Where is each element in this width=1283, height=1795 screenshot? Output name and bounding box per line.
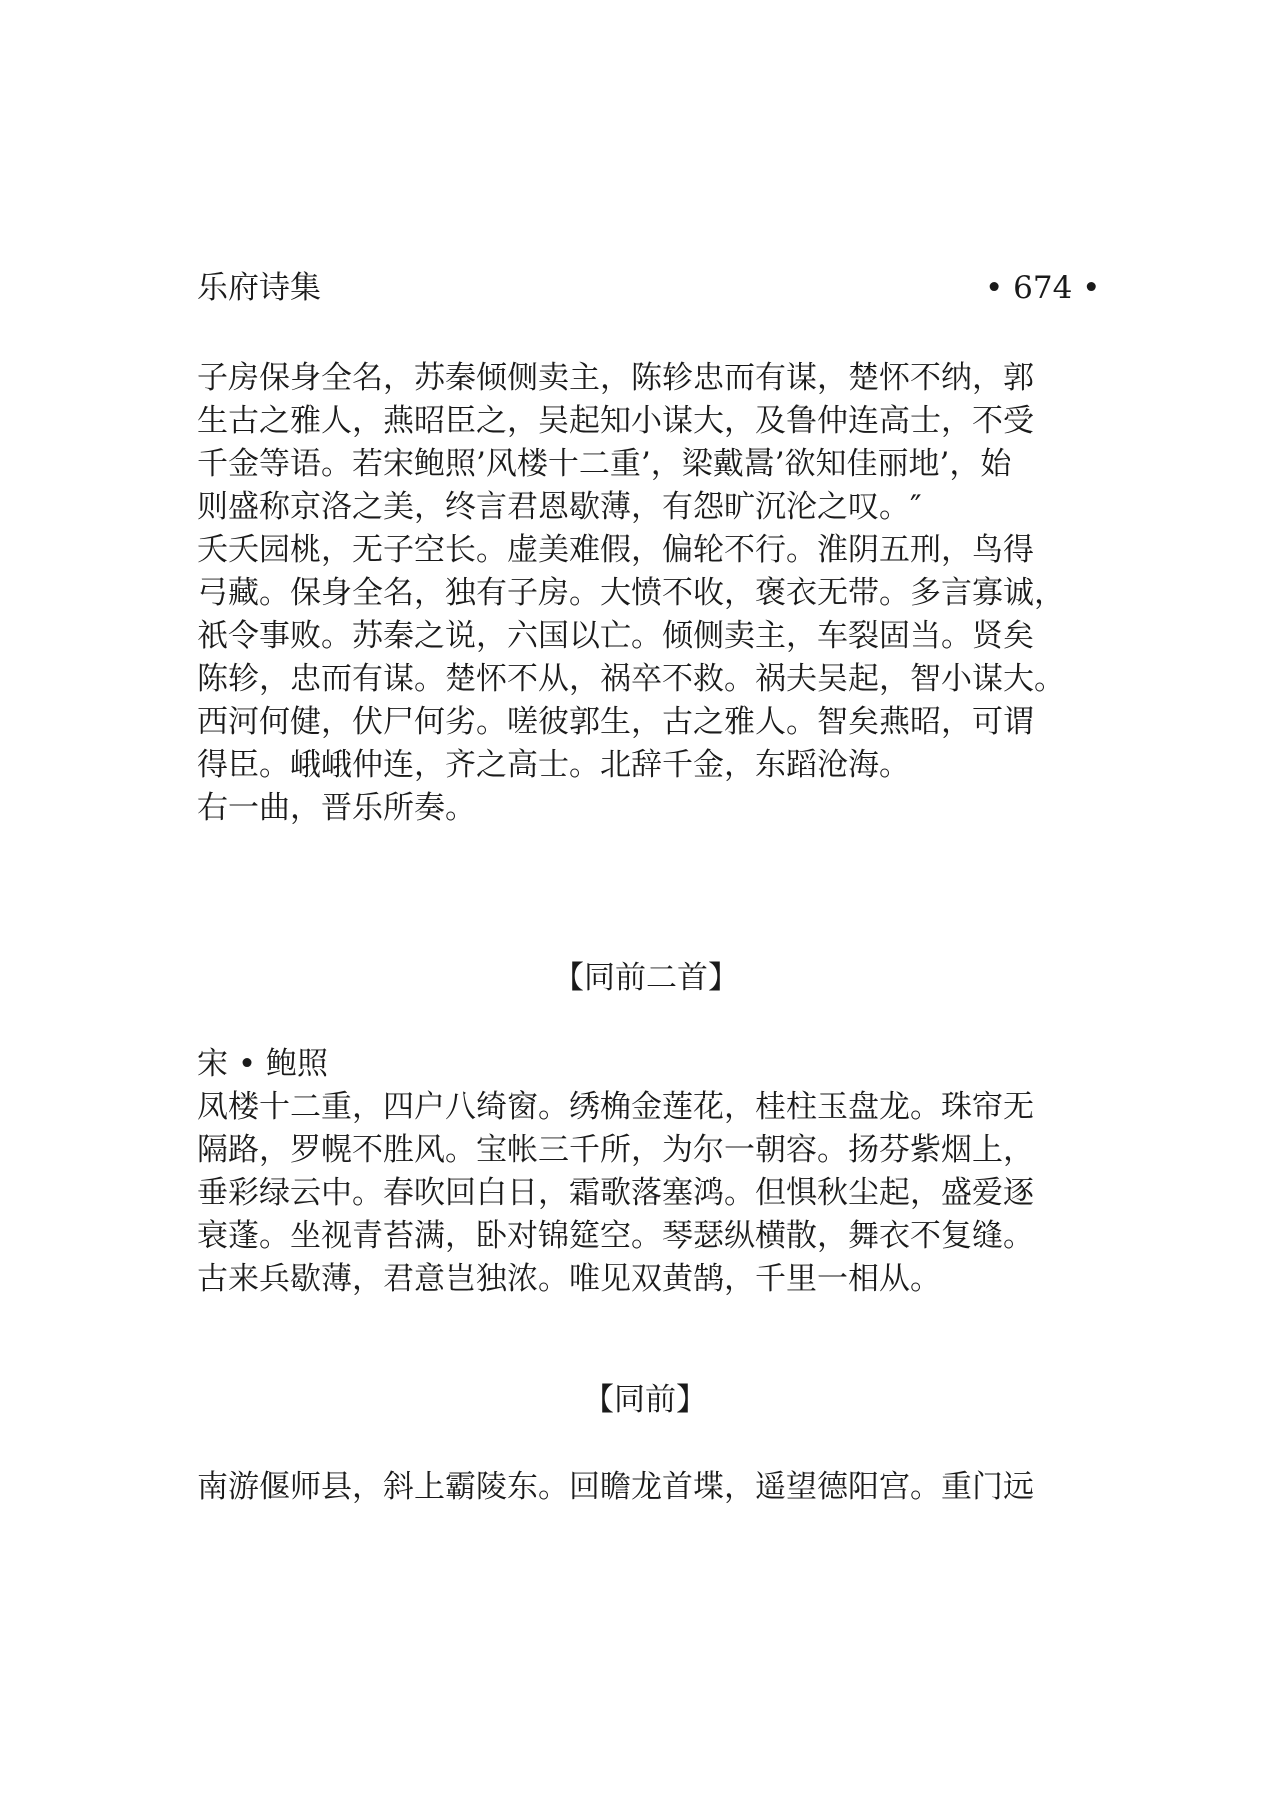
commentary-and-poem-block — [197, 357, 1097, 830]
text-line: 隔路，罗幌不胜风。宝帐三千所，为尔一朝容。扬芬紫烟上， — [197, 1132, 1034, 1168]
poem-block — [197, 1043, 1097, 1301]
text-line: 右一曲，晋乐所奏。 — [197, 790, 476, 826]
author-line: 宋 • 鲍照 — [197, 1046, 328, 1082]
section-heading: 【同前】 — [583, 1382, 707, 1418]
text-line: 西河何健，伏尸何劣。嗟彼郭生，古之雅人。智矣燕昭，可谓 — [197, 704, 1034, 740]
text-line: 弓藏。保身全名，独有子房。大愤不收，褒衣无带。多言寡诚， — [197, 575, 1065, 611]
text-line: 垂彩绿云中。春吹回白日，霜歌落塞鸿。但惧秋尘起，盛爱逐 — [197, 1175, 1034, 1211]
section-heading: 【同前二首】 — [553, 960, 739, 996]
poem-block — [197, 1466, 1097, 1509]
page-number: • 674 • — [985, 270, 1101, 306]
text-line: 南游偃师县，斜上霸陵东。回瞻龙首堞，遥望德阳宫。重门远 — [197, 1469, 1034, 1505]
text-line: 则盛称京洛之美，终言君恩歇薄，有怨旷沉沦之叹。″ — [197, 489, 922, 525]
text-line: 陈轸，忠而有谋。楚怀不从，祸卒不救。祸夫吴起，智小谋大。 — [197, 661, 1065, 697]
text-line: 凤楼十二重，四户八绮窗。绣桷金莲花，桂柱玉盘龙。珠帘无 — [197, 1089, 1034, 1125]
text-line: 衰蓬。坐视青苔满，卧对锦筵空。琴瑟纵横散，舞衣不复缝。 — [197, 1218, 1034, 1254]
text-line: 生古之雅人，燕昭臣之，吴起知小谋大，及鲁仲连高士，不受 — [197, 403, 1034, 439]
text-line: 千金等语。若宋鲍照’风楼十二重’，梁戴暠’欲知佳丽地’，始 — [197, 446, 1012, 482]
text-line: 祇令事败。苏秦之说，六国以亡。倾侧卖主，车裂固当。贤矣 — [197, 618, 1034, 654]
book-title: 乐府诗集 — [197, 270, 321, 306]
text-line: 夭夭园桃，无子空长。虚美难假，偏轮不行。淮阴五刑，鸟得 — [197, 532, 1034, 568]
text-line: 古来兵歇薄，君意岂独浓。唯见双黄鹄，千里一相从。 — [197, 1261, 941, 1297]
text-line: 子房保身全名，苏秦倾侧卖主，陈轸忠而有谋，楚怀不纳，郭 — [197, 360, 1034, 396]
text-line: 得臣。峨峨仲连，齐之高士。北辞千金，东蹈沧海。 — [197, 747, 910, 783]
